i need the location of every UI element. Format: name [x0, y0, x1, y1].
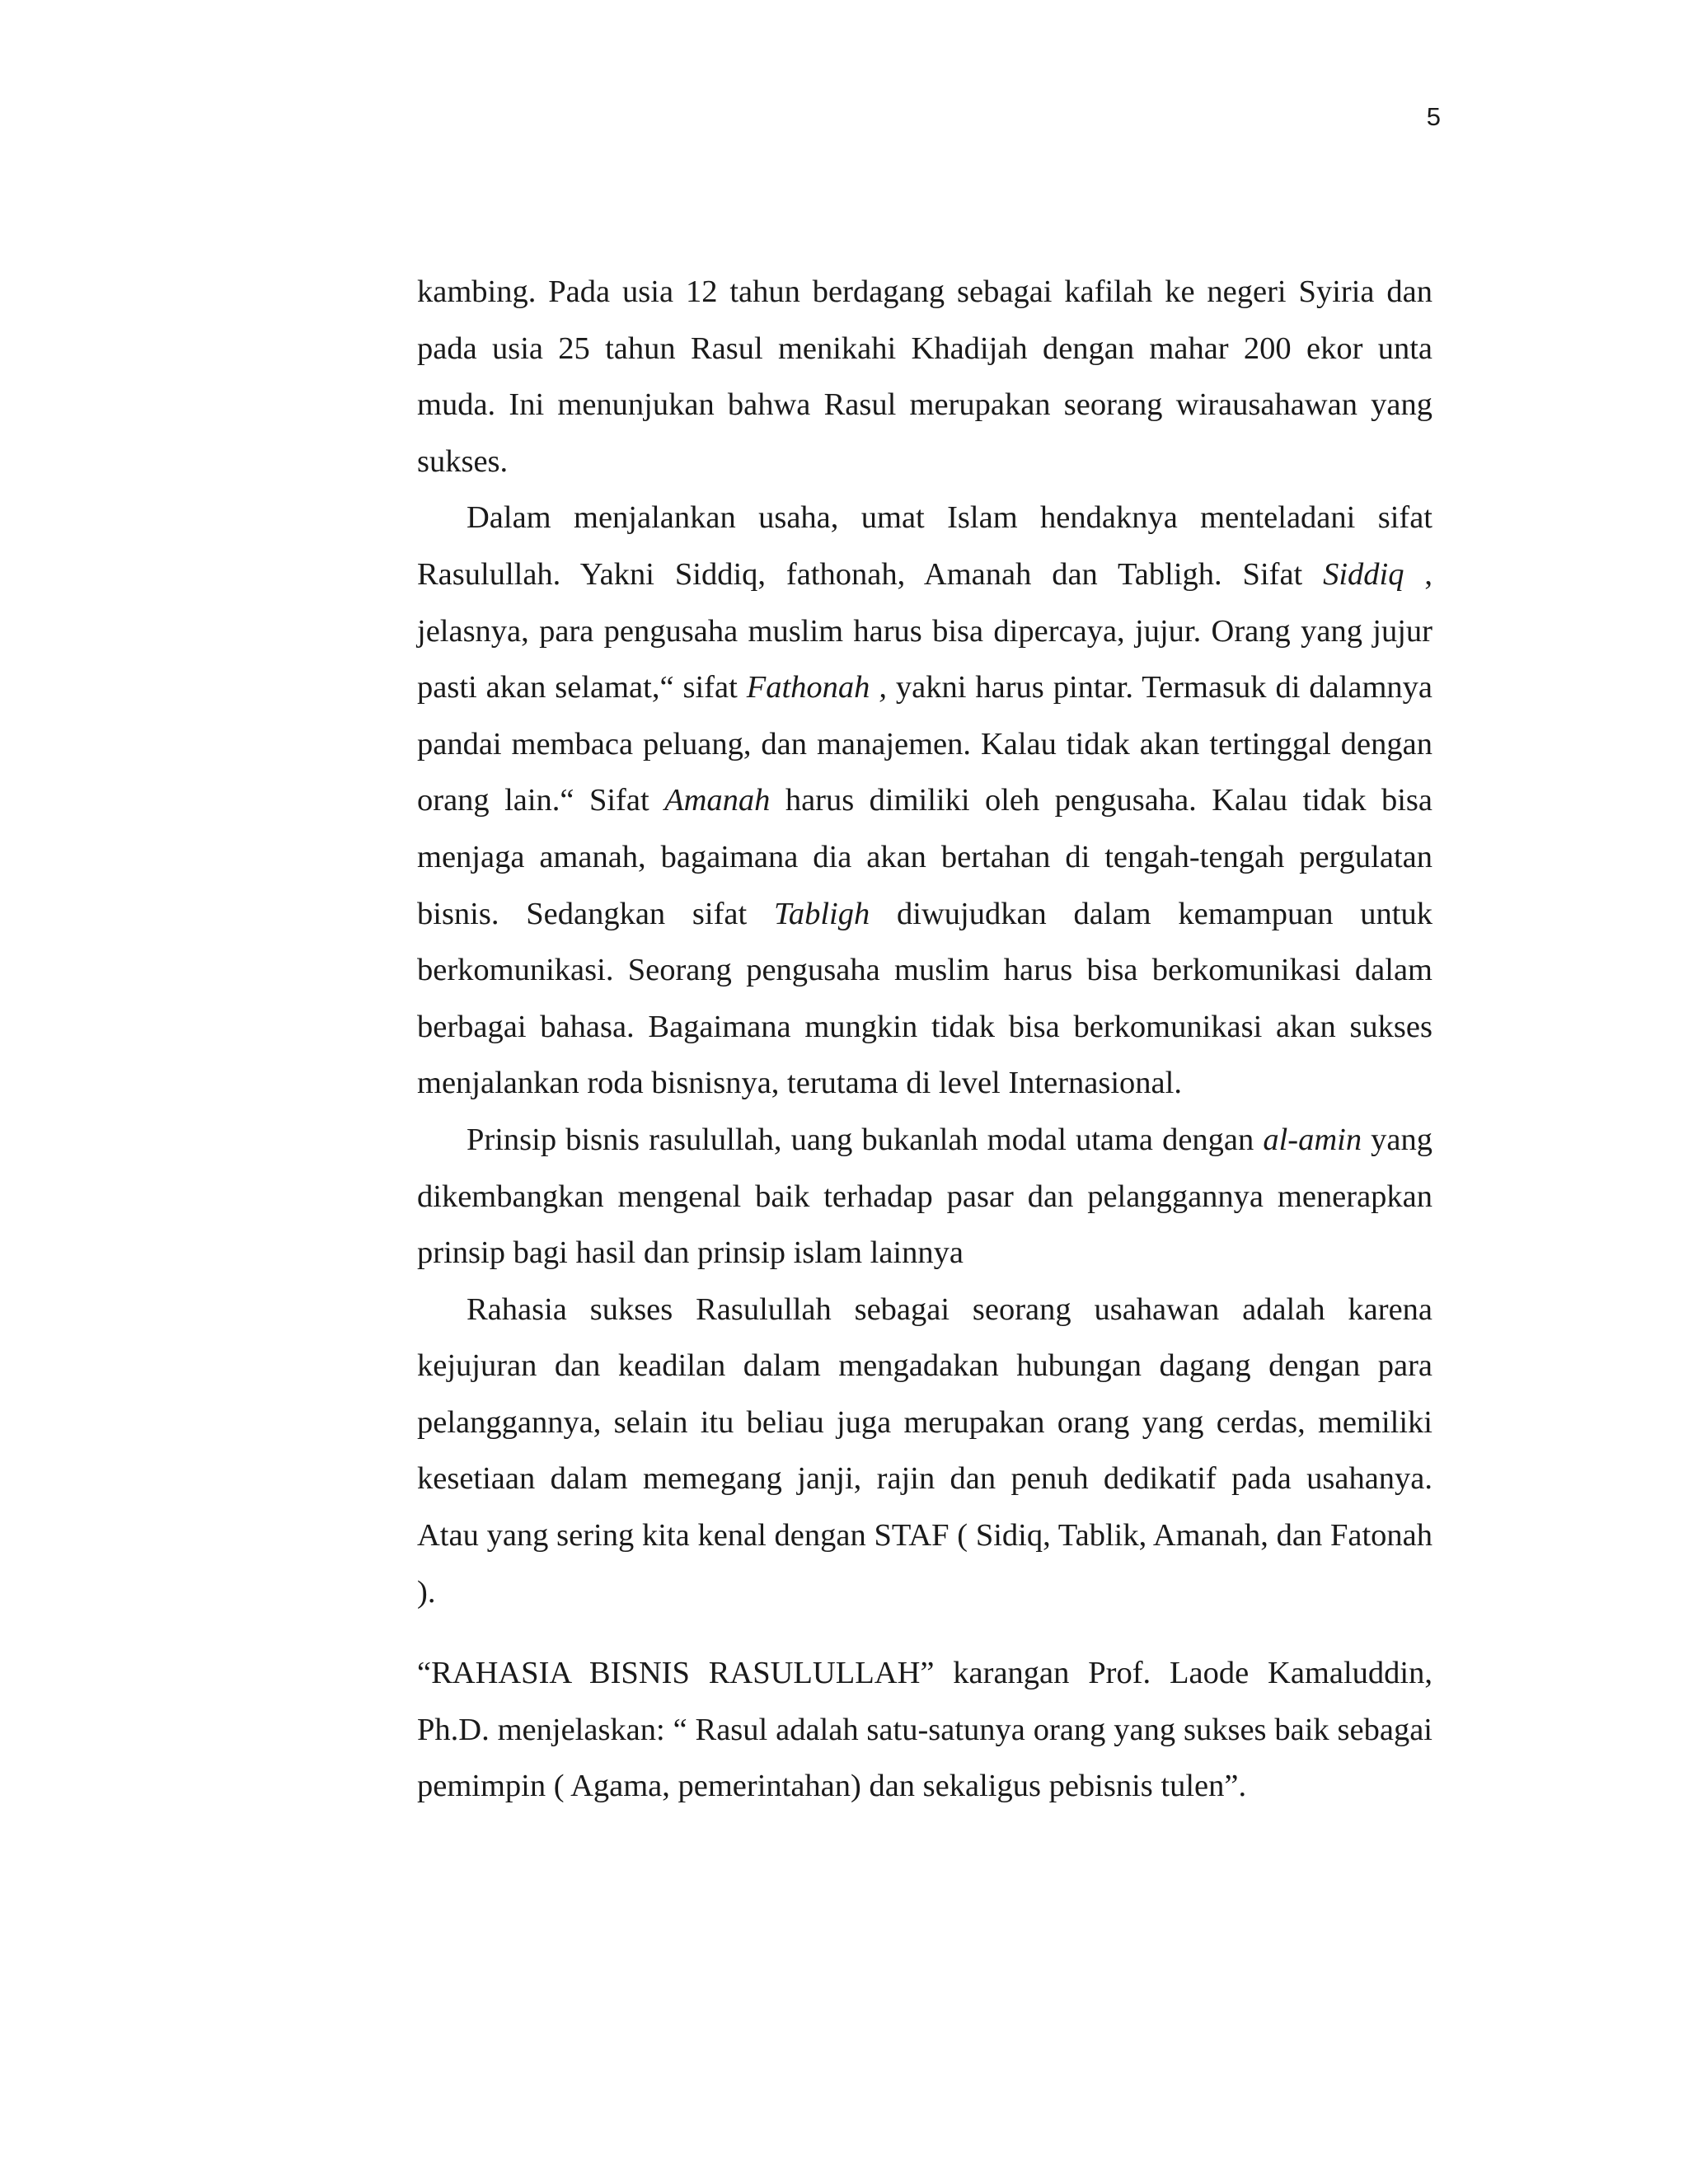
page-number: 5 [1426, 102, 1441, 131]
paragraph-2-text-3: yakni harus pintar. Termasuk di dalamnya pandai membaca peluang, dan manajemen. Kalau tidak akan tertinggal dengan orang lain.“ Sifat [417, 670, 1432, 818]
term-siddiq: Siddiq [1323, 556, 1404, 592]
term-fathonah: Fathonah , [746, 670, 887, 705]
paragraph-2-text-1: Dalam menjalankan usaha, umat Islam hendaknya menteladani sifat Rasulullah. Yakni Siddiq, fathonah, Amanah dan Tabligh. Sifat [417, 500, 1432, 592]
paragraph-3-text-1: Prinsip bisnis rasulullah, uang bukanlah modal utama dengan [467, 1122, 1264, 1157]
paragraph-2-text-4: harus dimiliki oleh pengusaha. Kalau tidak bisa menjaga amanah, bagaimana dia akan bertahan di tengah-tengah pergulatan bisnis. Sedangkan sifat [417, 783, 1432, 931]
paragraph-5-quote: “RAHASIA BISNIS RASULULLAH” karangan Prof. Laode Kamaluddin, Ph.D. menjelaskan: “ Rasul adalah satu-satunya orang yang sukses baik sebagai pemimpin ( Agama, pemerintahan) dan sekaligus pebisnis tulen”. [417, 1656, 1432, 1804]
term-tabligh: Tabligh [773, 896, 870, 931]
paragraph-2-text-2: , jelasnya, para pengusaha muslim harus bisa dipercaya, jujur. Orang yang jujur pasti akan selamat,“ sifat [417, 556, 1433, 705]
paragraph-3 [417, 1112, 1432, 1282]
paragraph-1: kambing. Pada usia 12 tahun berdagang sebagai kafilah ke negeri Syiria dan pada usia 25 tahun Rasul menikahi Khadijah dengan mahar 200 ekor unta muda. Ini menunjukan bahwa Rasul merupakan seorang wirausahawan yang sukses. [417, 274, 1432, 479]
paragraph-2 [417, 490, 1432, 1112]
paragraph-4: Rahasia sukses Rasulullah sebagai seorang usahawan adalah karena kejujuran dan keadilan dalam mengadakan hubungan dagang dengan para pelanggannya, selain itu beliau juga merupakan orang yang cerdas, memiliki kesetiaan dalam memegang janji, rajin dan penuh dedikatif pada usahanya. Atau yang sering kita kenal dengan STAF ( Sidiq, Tablik, Amanah, dan Fatonah ). [417, 1291, 1432, 1610]
term-amanah: Amanah [664, 783, 771, 818]
body-text [417, 264, 1432, 1815]
paragraph-2-text-5: diwujudkan dalam kemampuan untuk berkomunikasi. Seorang pengusaha muslim harus bisa berkomunikasi dalam berbagai bahasa. Bagaimana mungkin tidak bisa berkomunikasi akan sukses menjalankan roda bisnisnya, terutama di level Internasional. [417, 896, 1432, 1101]
term-al-amin: al-amin [1263, 1122, 1362, 1157]
paragraph-3-text-2: yang dikembangkan mengenal baik terhadap pasar dan pelanggannya menerapkan prinsip bagi hasil dan prinsip islam lainnya [417, 1122, 1432, 1271]
